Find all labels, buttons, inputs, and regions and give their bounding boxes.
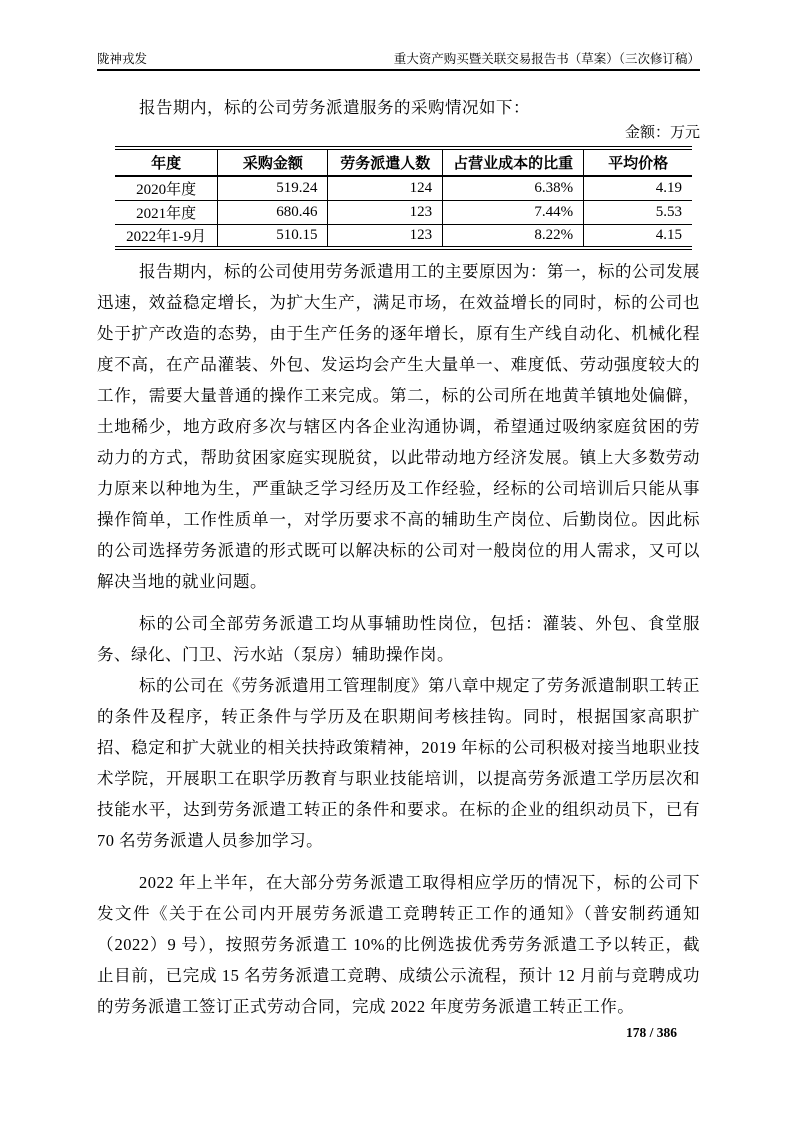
table-header-cell: 采购金额 <box>218 148 328 176</box>
header-report-title: 重大资产购买暨关联交易报告书（草案）（三次修订稿） <box>393 52 700 66</box>
table-header-cell: 劳务派遣人数 <box>328 148 443 176</box>
body-paragraph: 2022 年上半年，在大部分劳务派遣工取得相应学历的情况下，标的公司下发文件《关于在公司内开展劳务派遣工竞聘转正工作的通知》（普安制药通知（2022）9 号），按照劳务派遣工 10%的比例选拔优秀劳务派遣工予以转正，截止目前，已完成 15 名劳务派遣工竞聘、成绩公示流程，预计 12 月前与竞聘成功的劳务派遣工签订正式劳动合同，完成 2022 年度劳务派遣工转正工作。 <box>97 873 700 1016</box>
table-row <box>115 224 692 248</box>
table-cell-amount: 680.46 <box>218 200 328 224</box>
table-cell-avg-price: 5.53 <box>584 200 692 224</box>
amount-unit-label: 金额：万元 <box>624 125 700 141</box>
table-cell-headcount: 124 <box>328 176 443 200</box>
body-paragraph: 标的公司在《劳务派遣用工管理制度》第八章中规定了劳务派遣制职工转正的条件及程序，转正条件与学历及在职期间考核挂钩。同时，根据国家高职扩招、稳定和扩大就业的相关扶持政策精神，2019 年标的公司积极对接当地职业技术学院，开展职工在职学历教育与职业技能培训，以提高劳务派遣工学历层次和技能水平，达到劳务派遣工转正的条件和要求。在标的企业的组织动员下，已有 70 名劳务派遣人员参加学习。 <box>97 676 700 850</box>
table-cell-amount: 519.24 <box>218 176 328 200</box>
header-company-name: 陇神戎发 <box>97 52 148 66</box>
intro-paragraph: 报告期内，标的公司劳务派遣服务的采购情况如下： <box>139 98 530 117</box>
running-header <box>97 52 700 71</box>
page-content <box>97 92 700 1022</box>
page-footer <box>626 1024 677 1041</box>
page-number: 178 / 386 <box>625 1025 677 1040</box>
table-cell-avg-price: 4.19 <box>584 176 692 200</box>
table-cell-year: 2021年度 <box>136 205 197 222</box>
table-cell-avg-price: 4.15 <box>584 224 692 248</box>
table-row <box>115 200 692 224</box>
table-header-cell: 年度 <box>151 156 182 172</box>
table-cell-cost-ratio: 7.44% <box>443 200 584 224</box>
table-cell-year: 2020年度 <box>136 181 197 198</box>
table-cell-headcount: 123 <box>328 224 443 248</box>
table-header-cell: 占营业成本的比重 <box>443 148 584 176</box>
body-paragraph: 报告期内，标的公司使用劳务派遣用工的主要原因为：第一，标的公司发展迅速，效益稳定增长，为扩大生产，满足市场，在效益增长的同时，标的公司也处于扩产改造的态势，由于生产任务的逐年增长，原有生产线自动化、机械化程度不高，在产品灌装、外包、发运均会产生大量单一、难度低、劳动强度较大的工作，需要大量普通的操作工来完成。第二，标的公司所在地黄羊镇地处偏僻，土地稀少，地方政府多次与辖区内各企业沟通协调，希望通过吸纳家庭贫困的劳动力的方式，帮助贫困家庭实现脱贫，以此带动地方经济发展。镇上大多数劳动力原来以种地为生，严重缺乏学习经历及工作经验，经标的公司培训后只能从事操作简单，工作性质单一，对学历要求不高的辅助生产岗位、后勤岗位。因此标的公司选择劳务派遣的形式既可以解决标的公司对一般岗位的用人需求，又可以解决当地的就业问题。 <box>97 262 700 591</box>
table-cell-cost-ratio: 8.22% <box>443 224 584 248</box>
body-paragraph: 标的公司全部劳务派遣工均从事辅助性岗位，包括：灌装、外包、食堂服务、绿化、门卫、污水站（泵房）辅助操作岗。 <box>97 614 700 664</box>
table-row <box>115 176 692 200</box>
procurement-table <box>115 146 692 250</box>
table-cell-cost-ratio: 6.38% <box>443 176 584 200</box>
table-cell-amount: 510.15 <box>218 224 328 248</box>
table-cell-headcount: 123 <box>328 200 443 224</box>
table-header-cell: 平均价格 <box>584 148 692 176</box>
table-header-row <box>115 148 692 176</box>
table-cell-year: 2022年1-9月 <box>126 228 207 245</box>
